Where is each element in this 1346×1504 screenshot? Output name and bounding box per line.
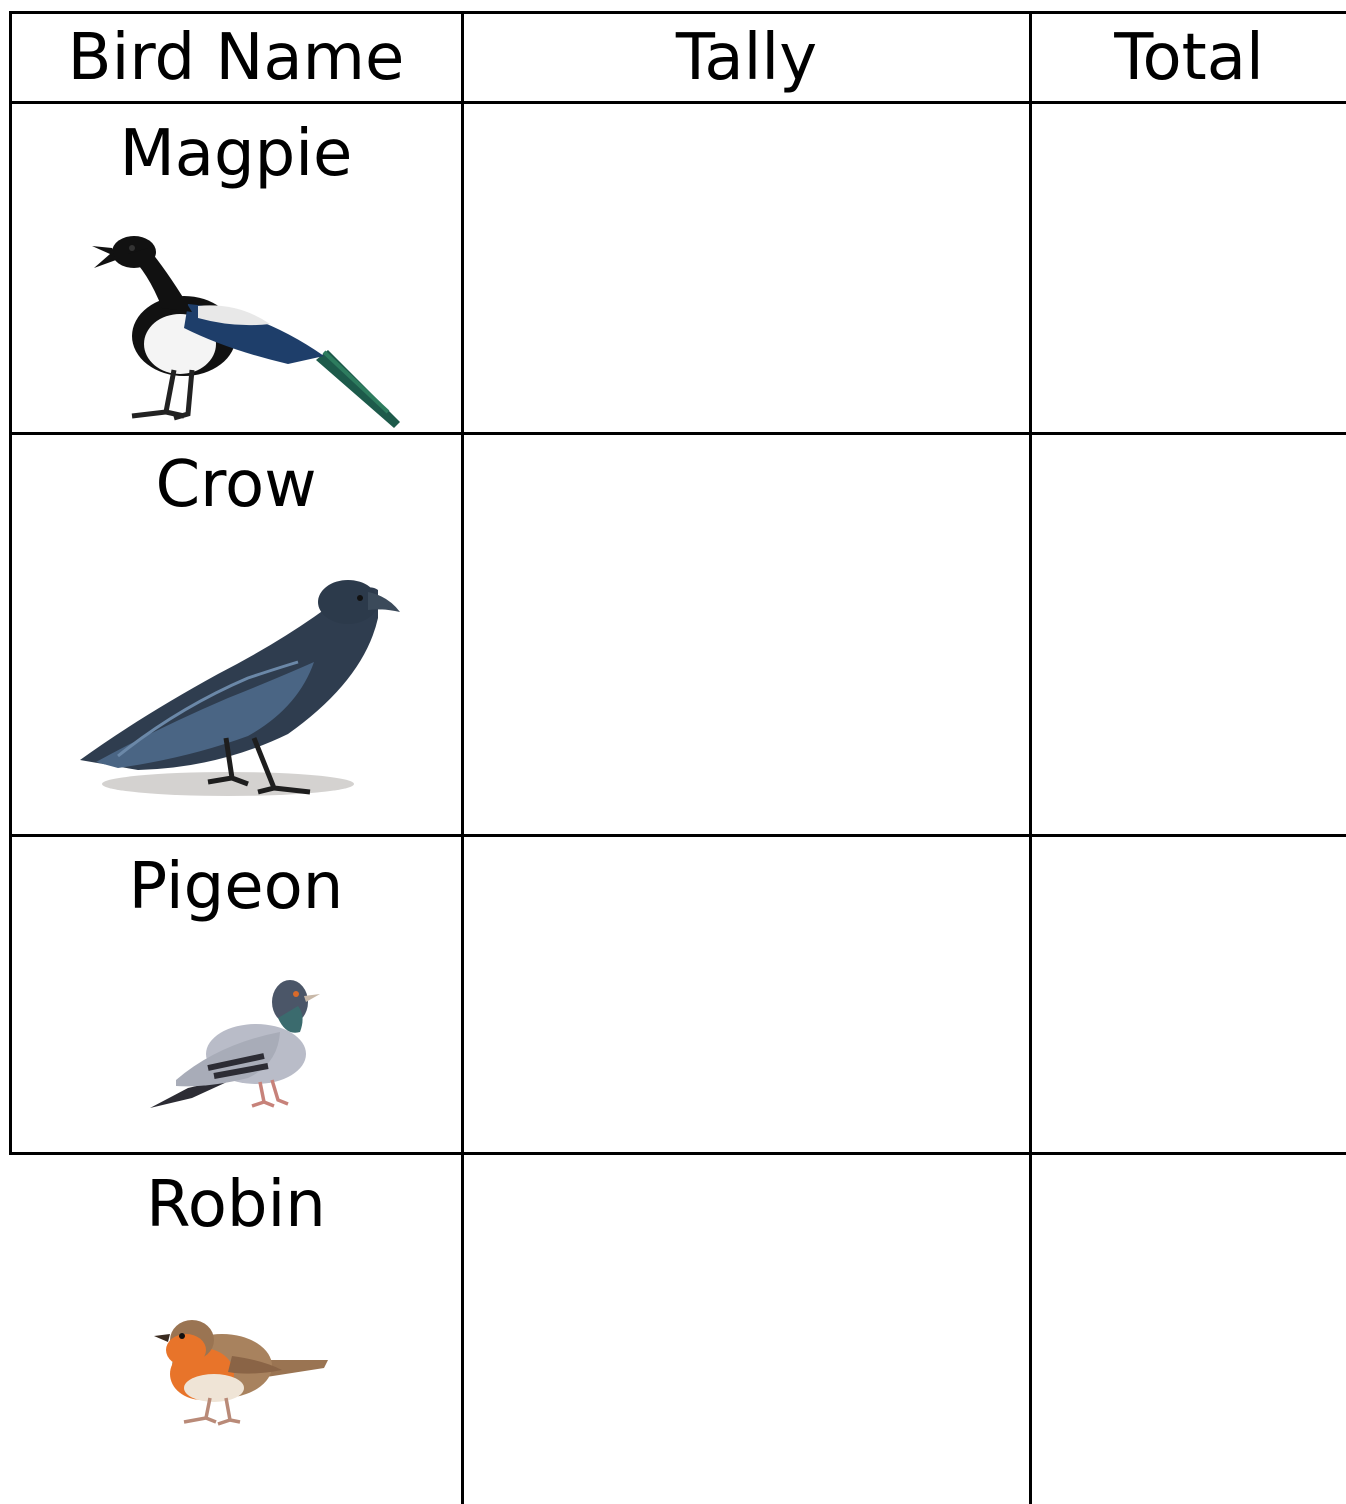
- tally-cell[interactable]: [464, 837, 1029, 1152]
- magpie-icon: [88, 232, 408, 432]
- bird-name-pigeon: Pigeon: [128, 850, 344, 924]
- header-total: Total: [1114, 21, 1264, 95]
- total-cell[interactable]: [1032, 104, 1346, 432]
- bird-name-robin: Robin: [146, 1168, 326, 1242]
- bird-name-crow: Crow: [155, 448, 317, 522]
- total-cell[interactable]: [1032, 435, 1346, 834]
- tally-cell[interactable]: [464, 1155, 1029, 1504]
- total-cell[interactable]: [1032, 1155, 1346, 1504]
- header-tally: Tally: [675, 21, 818, 95]
- tally-cell[interactable]: [464, 104, 1029, 432]
- robin-icon: [152, 1314, 332, 1434]
- total-cell[interactable]: [1032, 837, 1346, 1152]
- pigeon-icon: [148, 972, 324, 1112]
- crow-icon: [78, 578, 408, 808]
- tally-cell[interactable]: [464, 435, 1029, 834]
- grid-line: [10, 11, 1346, 14]
- bird-name-magpie: Magpie: [119, 117, 353, 191]
- header-bird-name: Bird Name: [67, 21, 405, 95]
